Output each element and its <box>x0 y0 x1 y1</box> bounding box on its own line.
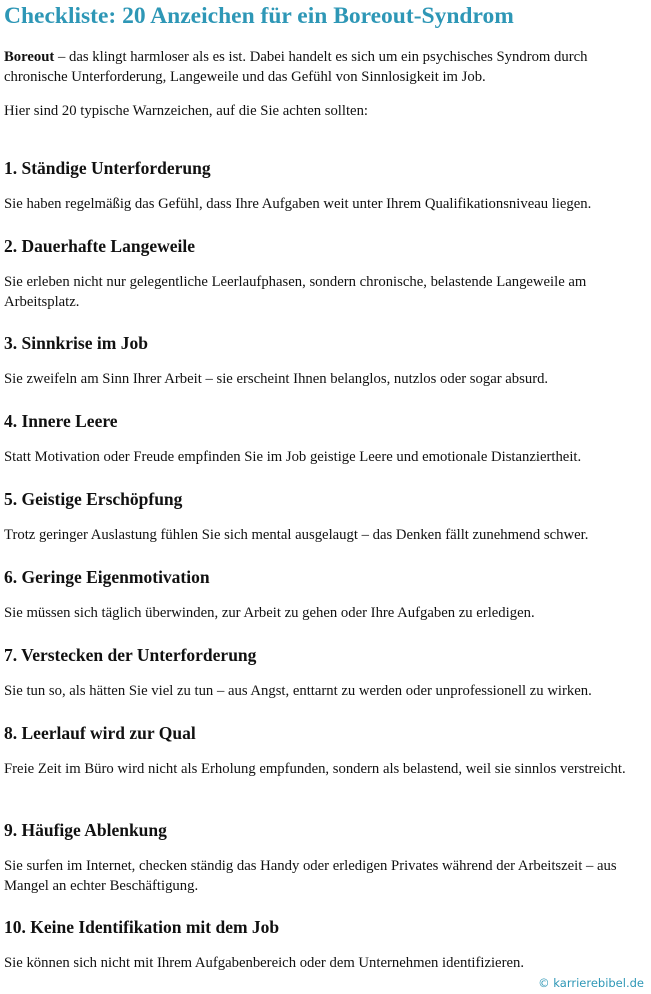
item-heading: 3. Sinnkrise im Job <box>4 333 148 353</box>
item-heading: 7. Verstecken der Unterforderung <box>4 645 257 665</box>
item-heading: 4. Innere Leere <box>4 411 118 431</box>
item-text: Trotz geringer Auslastung fühlen Sie sich mental ausgelaugt – das Denken fällt zunehmend schwer. <box>4 527 589 543</box>
checklist-item-2 <box>4 235 649 310</box>
item-text: Freie Zeit im Büro wird nicht als Erholung empfunden, sondern als belastend, weil sie sinnlos verstreicht. <box>4 761 626 777</box>
checklist-item-5 <box>4 488 649 543</box>
item-heading: 9. Häufige Ablenkung <box>4 820 167 840</box>
item-text: Sie zweifeln am Sinn Ihrer Arbeit – sie erscheint Ihnen belanglos, nutzlos oder sogar absurd. <box>4 371 549 387</box>
item-heading: 1. Ständige Unterforderung <box>4 158 211 178</box>
item-heading: 10. Keine Identifikation mit dem Job <box>4 917 280 937</box>
list-lead-text: Hier sind 20 typische Warnzeichen, auf die Sie achten sollten: <box>4 103 368 119</box>
intro-text: – das klingt harmloser als es ist. Dabei handelt es sich um ein psychisches Syndrom durch chronische Unterforderung, Langeweile und das Gefühl von Sinnlosigkeit im Job. <box>4 49 588 85</box>
item-heading: 8. Leerlauf wird zur Qual <box>4 723 196 743</box>
item-text: Sie können sich nicht mit Ihrem Aufgabenbereich oder dem Unternehmen identifizieren. <box>4 955 525 971</box>
checklist-item-3 <box>4 332 649 387</box>
page-title: Checkliste: 20 Anzeichen für ein Boreout-Syndrom <box>4 3 514 29</box>
checklist-item-4 <box>4 410 649 465</box>
checklist-item-9 <box>4 819 649 894</box>
checklist-item-8 <box>4 722 649 777</box>
checklist-item-6 <box>4 566 649 621</box>
item-heading: 5. Geistige Erschöpfung <box>4 489 183 509</box>
item-text: Sie haben regelmäßig das Gefühl, dass Ihre Aufgaben weit unter Ihrem Qualifikationsniveau liegen. <box>4 196 592 212</box>
intro-lead-term: Boreout <box>4 49 55 65</box>
item-text: Statt Motivation oder Freude empfinden Sie im Job geistige Leere und emotionale Distanziertheit. <box>4 449 582 465</box>
item-heading: 6. Geringe Eigenmotivation <box>4 567 210 587</box>
item-heading: 2. Dauerhafte Langeweile <box>4 236 196 256</box>
copyright-footer: © karrierebibel.de <box>538 976 644 990</box>
checklist-item-10 <box>4 916 649 971</box>
checklist-item-7 <box>4 644 649 699</box>
item-text: Sie erleben nicht nur gelegentliche Leerlaufphasen, sondern chronische, belastende Langeweile am Arbeitsplatz. <box>4 274 587 310</box>
item-text: Sie müssen sich täglich überwinden, zur Arbeit zu gehen oder Ihre Aufgaben zu erledigen. <box>4 605 535 621</box>
item-text: Sie surfen im Internet, checken ständig das Handy oder erledigen Privates während der Arbeitszeit – aus Mangel an echter Beschäftigung. <box>4 858 617 894</box>
checklist-item-1 <box>4 157 649 212</box>
intro-paragraph <box>4 47 644 87</box>
item-text: Sie tun so, als hätten Sie viel zu tun – aus Angst, enttarnt zu werden oder unprofessionell zu wirken. <box>4 683 592 699</box>
